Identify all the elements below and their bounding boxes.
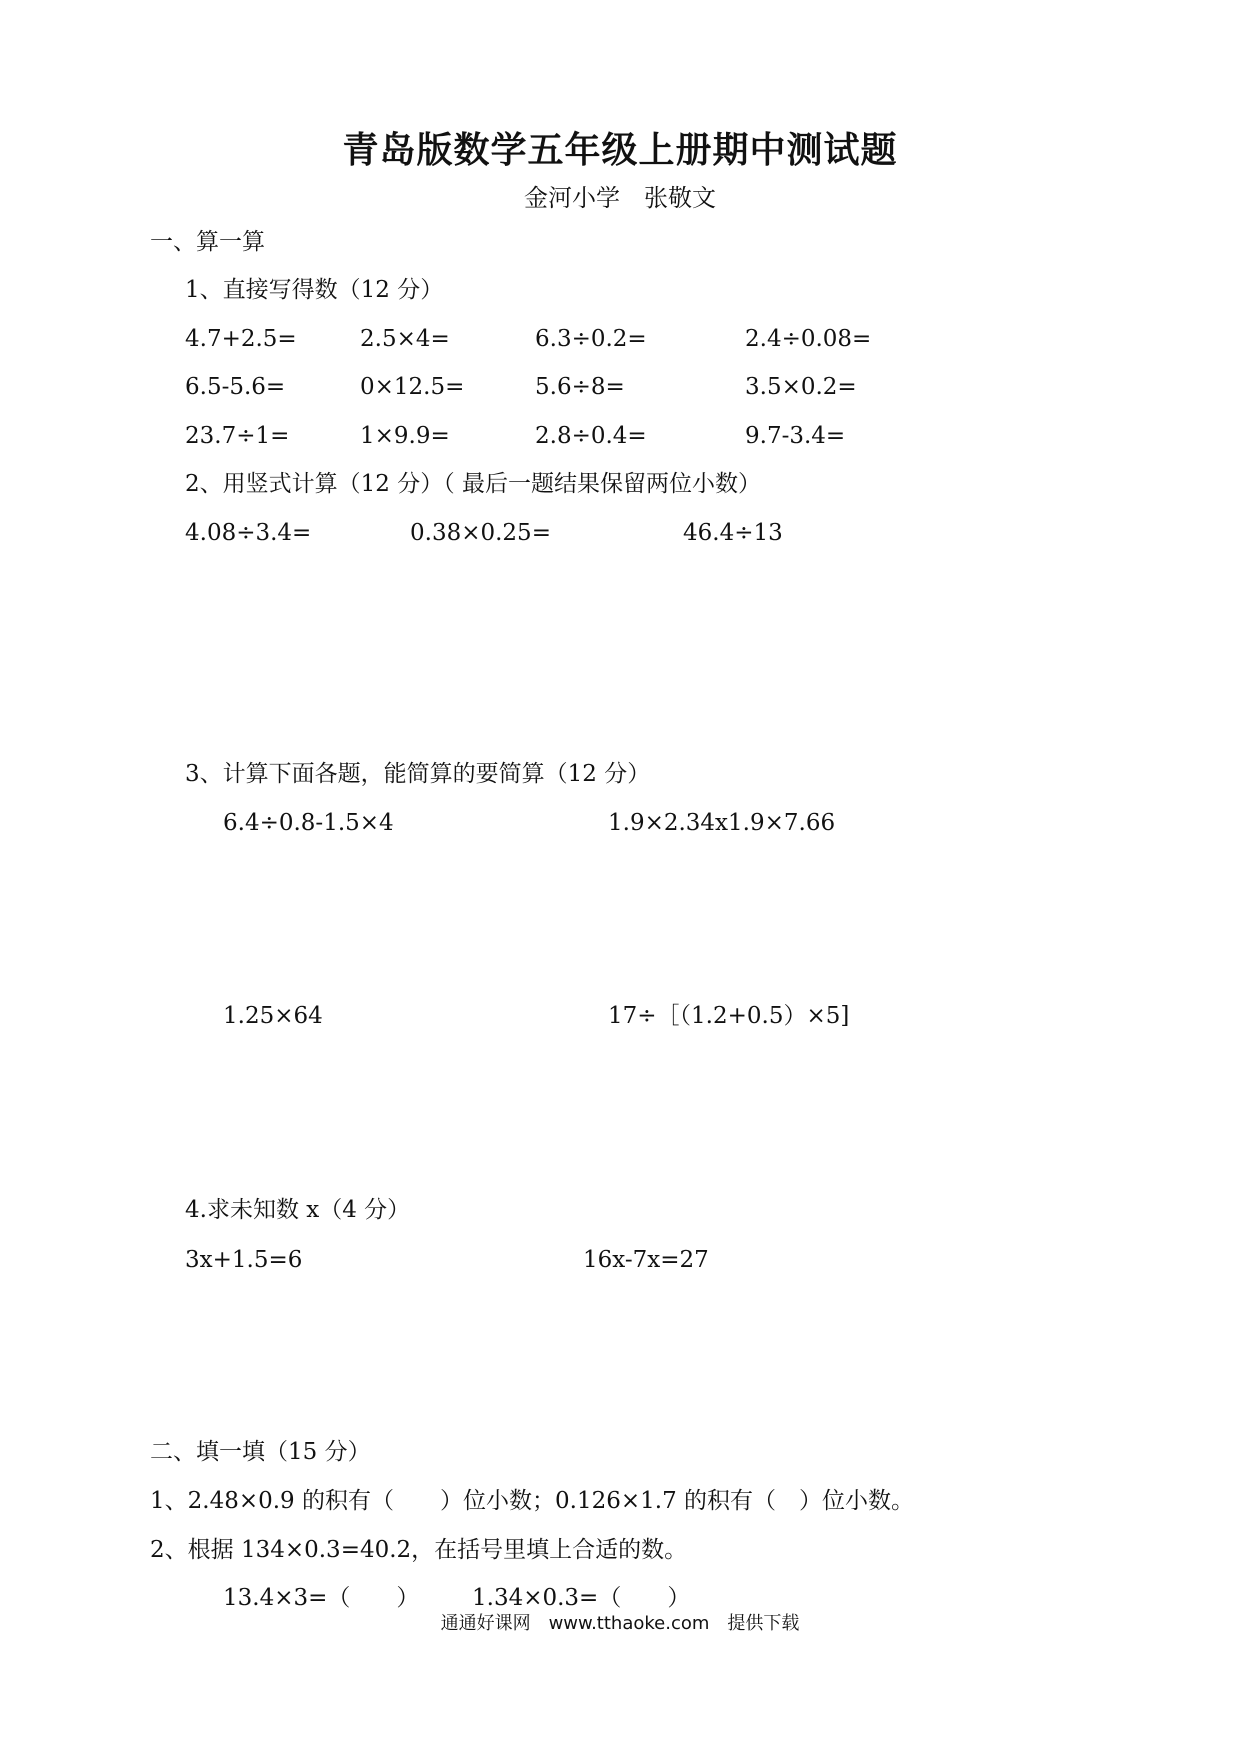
- problem-item: 2.4÷0.08=: [745, 326, 872, 352]
- problem-item: 1.25×64: [223, 1003, 323, 1029]
- problem-item: 3x+1.5=6: [185, 1247, 303, 1273]
- problem-item: 0.38×0.25=: [410, 520, 551, 546]
- problem-item: 3.5×0.2=: [745, 374, 857, 400]
- fill-question-1: 1、2.48×0.9 的积有（ ）位小数；0.126×1.7 的积有（ ）位小数。: [150, 1488, 915, 1514]
- problem-item: 4.7+2.5=: [185, 326, 297, 352]
- question-label-direct-answer: 1、直接写得数（12 分）: [185, 277, 444, 303]
- problem-item: 1×9.9=: [360, 423, 450, 449]
- fill-item: 1.34×0.3=（ ）: [472, 1585, 691, 1611]
- problem-item: 6.3÷0.2=: [535, 326, 647, 352]
- fill-item: 13.4×3=（ ）: [223, 1585, 420, 1611]
- section-heading-fill-in: 二、填一填（15 分）: [150, 1439, 371, 1465]
- fill-question-2: 2、根据 134×0.3=40.2，在括号里填上合适的数。: [150, 1537, 688, 1563]
- problem-item: 9.7-3.4=: [745, 423, 846, 449]
- question-label-vertical-calc: 2、用竖式计算（12 分）（ 最后一题结果保留两位小数）: [185, 471, 762, 497]
- problem-item: 17÷［（1.2+0.5）×5]: [608, 1003, 850, 1029]
- page-title: 青岛版数学五年级上册期中测试题: [342, 130, 898, 171]
- problem-item: 1.9×2.34x1.9×7.66: [608, 810, 836, 836]
- problem-item: 0×12.5=: [360, 374, 465, 400]
- problem-item: 6.5-5.6=: [185, 374, 286, 400]
- problem-item: 2.8÷0.4=: [535, 423, 647, 449]
- problem-item: 5.6÷8=: [535, 374, 625, 400]
- footer-source: 通通好课网 www.tthaoke.com 提供下载: [440, 1613, 800, 1634]
- problem-item: 2.5×4=: [360, 326, 450, 352]
- problem-item: 46.4÷13: [683, 520, 783, 546]
- problem-item: 4.08÷3.4=: [185, 520, 312, 546]
- section-heading-calculate: 一、算一算: [150, 229, 265, 255]
- question-label-solve-x: 4.求未知数 x（4 分）: [185, 1197, 411, 1223]
- problem-item: 23.7÷1=: [185, 423, 290, 449]
- question-label-simplify: 3、计算下面各题，能简算的要简算（12 分）: [185, 761, 651, 787]
- problem-item: 6.4÷0.8-1.5×4: [223, 810, 394, 836]
- author-line: 金河小学 张敬文: [524, 184, 716, 212]
- problem-item: 16x-7x=27: [583, 1247, 709, 1273]
